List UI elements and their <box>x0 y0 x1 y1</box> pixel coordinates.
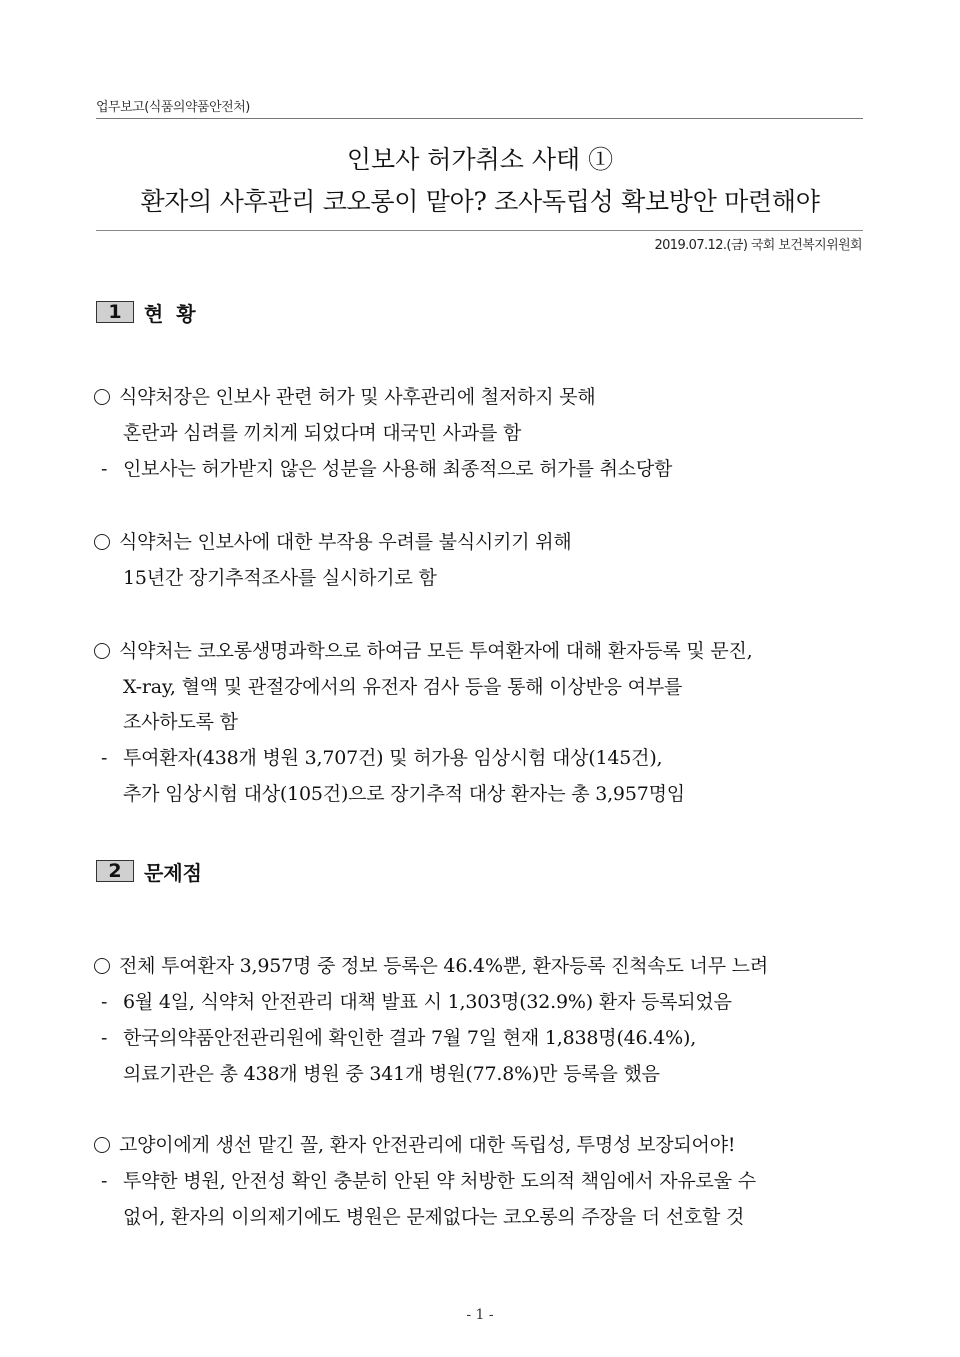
dash-bullet: - <box>101 747 108 769</box>
section-number-box: 2 <box>96 860 134 882</box>
dash-continuation: 의료기관은 총 438개 병원 중 341개 병원(77.8%)만 등록을 했음 <box>123 1063 660 1085</box>
bullet-continuation: 혼란과 심려를 끼치게 되었다며 대국민 사과를 함 <box>123 422 522 444</box>
dash-continuation: 추가 임상시험 대상(105건)으로 장기추적 대상 환자는 총 3,957명임 <box>123 783 685 805</box>
dash-text: 투약한 병원, 안전성 확인 충분히 안된 약 처방한 도의적 책임에서 자유로울 수 <box>123 1170 756 1192</box>
dash-bullet: - <box>101 991 108 1013</box>
bullet-text: 전체 투여환자 3,957명 중 정보 등록은 46.4%뿐, 환자등록 진척속도 너무 느려 <box>119 955 768 977</box>
dash-bullet: - <box>101 1027 108 1049</box>
dash-text: 6월 4일, 식약처 안전관리 대책 발표 시 1,303명(32.9%) 환자 등록되었음 <box>123 991 732 1013</box>
bullet-item <box>94 1130 735 1157</box>
bullet-text: 식약처는 인보사에 대한 부작용 우려를 불식시키기 위해 <box>119 531 572 553</box>
circle-bullet-icon <box>94 958 110 974</box>
bullet-continuation: 15년간 장기추적조사를 실시하기로 함 <box>123 567 437 589</box>
bullet-text: 식약처는 코오롱생명과학으로 하여금 모든 투여환자에 대해 환자등록 및 문진, <box>119 640 753 662</box>
bullet-item <box>94 527 572 554</box>
circle-bullet-icon <box>94 643 110 659</box>
dash-item <box>101 1166 756 1193</box>
bullet-item <box>94 951 768 978</box>
bullet-continuation: 조사하도록 함 <box>123 711 238 733</box>
document-title-line-1: 인보사 허가취소 사태 ① <box>346 145 614 174</box>
circle-bullet-icon <box>94 389 110 405</box>
bullet-continuation: X-ray, 혈액 및 관절강에서의 유전자 검사 등을 통해 이상반응 여부를 <box>123 676 683 698</box>
section-number-box: 1 <box>96 301 134 323</box>
page-number: - 1 - <box>466 1307 494 1323</box>
dash-bullet: - <box>101 1170 108 1192</box>
dash-text: 인보사는 허가받지 않은 성분을 사용해 최종적으로 허가를 취소당함 <box>123 458 673 480</box>
dash-item <box>101 743 662 770</box>
circle-bullet-icon <box>94 1137 110 1153</box>
bullet-text: 식약처장은 인보사 관련 허가 및 사후관리에 철저하지 못해 <box>119 386 596 408</box>
dash-continuation: 없어, 환자의 이의제기에도 병원은 문제없다는 코오롱의 주장을 더 선호할 것 <box>123 1206 745 1228</box>
dateline: 2019.07.12.(금) 국회 보건복지위원회 <box>654 238 862 253</box>
bullet-item <box>94 382 596 409</box>
title-divider <box>96 230 863 231</box>
section-heading-2 <box>96 857 202 885</box>
section-title: 문제점 <box>144 860 202 885</box>
dash-item <box>101 987 732 1014</box>
document-title-line-2: 환자의 사후관리 코오롱이 맡아? 조사독립성 확보방안 마련해야 <box>140 187 820 216</box>
section-title: 현 황 <box>144 301 199 326</box>
section-heading-1 <box>96 298 199 326</box>
dash-item <box>101 454 672 481</box>
bullet-text: 고양이에게 생선 맡긴 꼴, 환자 안전관리에 대한 독립성, 투명성 보장되어야! <box>119 1134 736 1156</box>
dash-bullet: - <box>101 458 108 480</box>
dash-item <box>101 1023 696 1050</box>
circle-bullet-icon <box>94 534 110 550</box>
dash-text: 투여환자(438개 병원 3,707건) 및 허가용 임상시험 대상(145건), <box>123 747 663 769</box>
bullet-item <box>94 636 753 663</box>
dash-text: 한국의약품안전관리원에 확인한 결과 7월 7일 현재 1,838명(46.4%), <box>123 1027 697 1049</box>
header-divider <box>96 118 863 119</box>
document-header-label: 업무보고(식품의약품안전처) <box>96 100 250 115</box>
